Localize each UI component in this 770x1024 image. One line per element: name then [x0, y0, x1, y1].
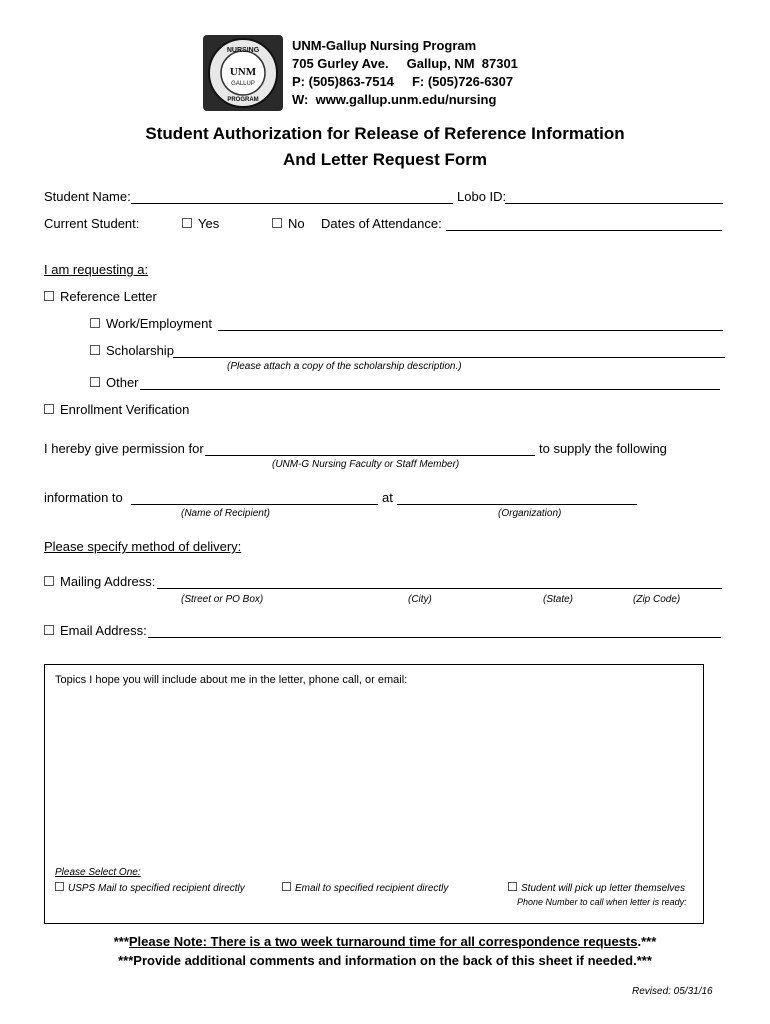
- scholarship-option[interactable]: [90, 343, 174, 359]
- program-logo: [203, 35, 283, 111]
- state-note: (State): [543, 594, 574, 605]
- usps-mail-checkbox[interactable]: [55, 882, 64, 891]
- work-employment-checkbox[interactable]: [90, 318, 100, 328]
- mailing-address-option[interactable]: [44, 574, 155, 590]
- turnaround-note: [0, 934, 770, 950]
- student-name-field[interactable]: [131, 203, 453, 204]
- other-label: Other: [106, 375, 139, 390]
- yes-label: Yes: [198, 216, 220, 231]
- reference-letter-label: Reference Letter: [60, 289, 157, 304]
- logo-text-unm: UNM: [229, 66, 257, 78]
- reference-letter-checkbox[interactable]: [44, 291, 54, 301]
- phone-note: Phone Number to call when letter is ready:: [517, 897, 687, 907]
- no-checkbox[interactable]: [272, 218, 282, 228]
- permission-suffix: to supply the following: [539, 441, 667, 456]
- mailing-address-label: Mailing Address:: [60, 574, 156, 589]
- org-phone: P: (505)863-7514 F: (505)726-6307: [292, 74, 514, 89]
- pickup-checkbox[interactable]: [508, 882, 517, 891]
- topics-box[interactable]: [44, 664, 704, 924]
- pickup-option[interactable]: [508, 882, 685, 895]
- revised-date: Revised: 05/31/16: [632, 986, 713, 997]
- org-website: W: www.gallup.unm.edu/nursing: [292, 92, 497, 107]
- dates-of-attendance-field[interactable]: [446, 230, 722, 231]
- recipient-note: (Name of Recipient): [181, 508, 270, 519]
- turnaround-note-suffix: .***: [637, 934, 657, 949]
- enrollment-verification-checkbox[interactable]: [44, 404, 54, 414]
- email-recipient-checkbox[interactable]: [282, 882, 291, 891]
- logo-text-nursing: NURSING: [226, 47, 260, 54]
- mailing-address-field[interactable]: [157, 588, 722, 589]
- scholarship-label: Scholarship: [106, 343, 174, 358]
- other-field[interactable]: [140, 389, 720, 390]
- form-title-line2: And Letter Request Form: [282, 150, 488, 169]
- usps-mail-option[interactable]: [55, 882, 245, 895]
- unm-gallup-seal-icon: [203, 35, 283, 111]
- lobo-id-label: Lobo ID:: [457, 189, 507, 204]
- org-name: UNM-Gallup Nursing Program: [292, 38, 477, 53]
- form-title-line1: Student Authorization for Release of Reference Information: [145, 124, 625, 143]
- recipient-name-field[interactable]: [131, 504, 378, 505]
- at-label: at: [382, 490, 393, 505]
- topics-prompt: Topics I hope you will include about me in the letter, phone call, or email:: [55, 674, 408, 686]
- scholarship-checkbox[interactable]: [90, 345, 100, 355]
- dates-of-attendance-label: Dates of Attendance:: [321, 216, 442, 231]
- scholarship-note: (Please attach a copy of the scholarship description.): [227, 361, 462, 372]
- select-one-heading: Please Select One:: [55, 867, 141, 878]
- faculty-note: (UNM-G Nursing Faculty or Staff Member): [272, 459, 460, 470]
- work-employment-option[interactable]: [90, 316, 212, 332]
- organization-note: (Organization): [498, 508, 562, 519]
- logo-text-program: PROGRAM: [227, 97, 259, 103]
- enrollment-verification-label: Enrollment Verification: [60, 402, 190, 417]
- information-to-label: information to: [44, 490, 123, 505]
- requesting-heading: I am requesting a:: [44, 262, 149, 277]
- city-note: (City): [408, 594, 432, 605]
- current-student-label: Current Student:: [44, 216, 140, 231]
- work-employment-field[interactable]: [218, 330, 723, 331]
- additional-comments-note: ***Provide additional comments and information on the back of this sheet if needed.***: [118, 953, 652, 968]
- email-recipient-label: Email to specified recipient directly: [295, 883, 449, 894]
- org-address: 705 Gurley Ave. Gallup, NM 87301: [292, 56, 518, 71]
- student-name-label: Student Name:: [44, 189, 131, 204]
- work-employment-label: Work/Employment: [106, 316, 212, 331]
- turnaround-note-prefix: ***: [113, 934, 129, 949]
- permission-prefix: I hereby give permission for: [44, 441, 204, 456]
- current-student-no[interactable]: [272, 216, 305, 232]
- zip-note: (Zip Code): [633, 594, 681, 605]
- delivery-heading: Please specify method of delivery:: [44, 539, 242, 554]
- mailing-address-checkbox[interactable]: [44, 576, 54, 586]
- turnaround-note-main: Please Note: There is a two week turnaround time for all correspondence requests: [128, 934, 638, 949]
- lobo-id-field[interactable]: [505, 203, 723, 204]
- usps-mail-label: USPS Mail to specified recipient directly: [68, 883, 245, 894]
- organization-field[interactable]: [397, 504, 637, 505]
- current-student-yes[interactable]: [182, 216, 219, 232]
- email-address-checkbox[interactable]: [44, 625, 54, 635]
- email-address-option[interactable]: [44, 623, 147, 639]
- yes-checkbox[interactable]: [182, 218, 192, 228]
- no-label: No: [288, 216, 305, 231]
- other-checkbox[interactable]: [90, 377, 100, 387]
- pickup-label: Student will pick up letter themselves: [521, 883, 685, 894]
- logo-text-gallup: GALLUP: [231, 81, 255, 87]
- reference-letter-option[interactable]: [44, 289, 157, 305]
- enrollment-verification-option[interactable]: [44, 402, 189, 418]
- other-option[interactable]: [90, 375, 139, 391]
- email-address-field[interactable]: [148, 637, 721, 638]
- email-recipient-option[interactable]: [282, 882, 448, 895]
- street-note: (Street or PO Box): [181, 594, 264, 605]
- email-address-label: Email Address:: [60, 623, 147, 638]
- faculty-name-field[interactable]: [205, 455, 535, 456]
- scholarship-field[interactable]: [173, 357, 725, 358]
